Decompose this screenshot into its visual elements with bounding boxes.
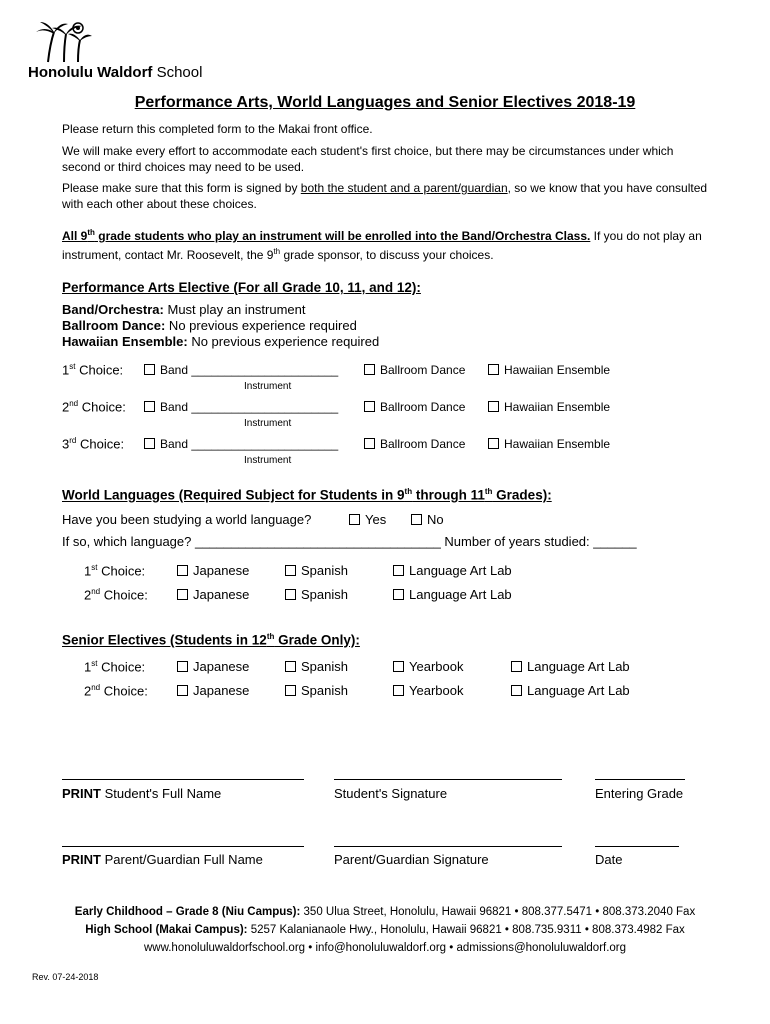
senior-1-japanese[interactable]: Japanese (177, 659, 249, 674)
school-logo (28, 20, 203, 81)
senior-choice-2-label: 2nd Choice: (84, 683, 148, 699)
checkbox[interactable] (144, 401, 155, 412)
yes-option[interactable]: Yes (349, 512, 386, 527)
language-question: Have you been studying a world language? (62, 512, 312, 527)
intro-accommodate: We will make every effort to accommodate each student's first choice, but there may be circumstances under which second or third choices may need to be used. (62, 144, 674, 174)
checkbox[interactable] (144, 438, 155, 449)
perf-choice-2-hawaiian[interactable]: Hawaiian Ensemble (488, 400, 610, 414)
lang-choice-2-label: 2nd Choice: (84, 587, 148, 603)
palm-trees-icon (34, 20, 94, 64)
checkbox[interactable] (144, 364, 155, 375)
lang-1-art-lab[interactable]: Language Art Lab (393, 563, 512, 578)
senior-2-art-lab[interactable]: Language Art Lab (511, 683, 630, 698)
lang-1-spanish[interactable]: Spanish (285, 563, 348, 578)
checkbox[interactable] (177, 685, 188, 696)
footer-niu-campus: Early Childhood – Grade 8 (Niu Campus): 350 Ulua Street, Honolulu, Hawaii 96821 • 808.377.5471 • 808.373.2040 Fax (74, 906, 696, 918)
student-signature-line[interactable] (334, 779, 562, 780)
checkbox[interactable] (364, 401, 375, 412)
perf-choice-2-band[interactable]: Band ______________________ (144, 400, 338, 414)
lang-2-spanish[interactable]: Spanish (285, 587, 348, 602)
checkbox[interactable] (393, 661, 404, 672)
student-name-line[interactable] (62, 779, 304, 780)
senior-2-yearbook[interactable]: Yearbook (393, 683, 463, 698)
footer-contacts: www.honoluluwaldorfschool.org • info@honoluluwaldorf.org • admissions@honoluluwaldorf.org (143, 942, 627, 954)
perf-choice-3-hawaiian[interactable]: Hawaiian Ensemble (488, 437, 610, 451)
parent-signature-caption: Parent/Guardian Signature (334, 852, 489, 867)
checkbox[interactable] (511, 685, 522, 696)
perf-choice-3-label: 3rd Choice: (62, 436, 125, 452)
intro-ninth-grade: All 9th grade students who play an instrument will be enrolled into the Band/Orchestra Class. If you do not play an instrument, contact Mr. Roosevelt, the 9th grade sponsor, to discuss your choices. (62, 228, 702, 262)
instrument-caption: Instrument (244, 455, 292, 466)
req-band: Band/Orchestra: Must play an instrument (62, 302, 306, 317)
senior-2-spanish[interactable]: Spanish (285, 683, 348, 698)
checkbox[interactable] (285, 661, 296, 672)
intro-return: Please return this completed form to the Makai front office. (62, 122, 373, 136)
perf-choice-1-ballroom[interactable]: Ballroom Dance (364, 363, 465, 377)
checkbox[interactable] (393, 589, 404, 600)
checkbox[interactable] (349, 514, 360, 525)
school-name: Honolulu Waldorf School (28, 64, 203, 81)
which-language-field[interactable]: If so, which language? __________________________________ Number of years studied: ______ (62, 534, 637, 549)
perf-choice-2-label: 2nd Choice: (62, 399, 126, 415)
date-line[interactable] (595, 846, 679, 847)
checkbox[interactable] (177, 661, 188, 672)
checkbox[interactable] (411, 514, 422, 525)
checkbox[interactable] (488, 364, 499, 375)
lang-2-japanese[interactable]: Japanese (177, 587, 249, 602)
intro-signed: Please make sure that this form is signed by both the student and a parent/guardian, so we know that you have consulted with each other about these choices. (62, 181, 708, 211)
req-ballroom: Ballroom Dance: No previous experience required (62, 318, 357, 333)
checkbox[interactable] (177, 565, 188, 576)
perf-choice-1-band[interactable]: Band ______________________ (144, 363, 338, 377)
parent-name-line[interactable] (62, 846, 304, 847)
entering-grade-caption: Entering Grade (595, 786, 684, 801)
perf-choice-3-ballroom[interactable]: Ballroom Dance (364, 437, 465, 451)
instrument-caption: Instrument (244, 381, 292, 392)
senior-1-art-lab[interactable]: Language Art Lab (511, 659, 630, 674)
checkbox[interactable] (285, 589, 296, 600)
checkbox[interactable] (364, 438, 375, 449)
form-title: Performance Arts, World Languages and Senior Electives 2018-19 (134, 94, 636, 111)
checkbox[interactable] (393, 565, 404, 576)
perf-choice-1-label: 1st Choice: (62, 362, 124, 378)
senior-1-yearbook[interactable]: Yearbook (393, 659, 463, 674)
lang-2-art-lab[interactable]: Language Art Lab (393, 587, 512, 602)
perf-choice-1-hawaiian[interactable]: Hawaiian Ensemble (488, 363, 610, 377)
checkbox[interactable] (488, 401, 499, 412)
perf-choice-2-ballroom[interactable]: Ballroom Dance (364, 400, 465, 414)
revision-date: Rev. 07-24-2018 (32, 972, 99, 982)
req-hawaiian: Hawaiian Ensemble: No previous experience required (62, 334, 380, 349)
checkbox[interactable] (488, 438, 499, 449)
lang-choice-1-label: 1st Choice: (84, 563, 146, 579)
senior-choice-1-label: 1st Choice: (84, 659, 146, 675)
checkbox[interactable] (285, 685, 296, 696)
footer-makai-campus: High School (Makai Campus): 5257 Kalanianaole Hwy., Honolulu, Hawaii 96821 • 808.735.9311 • 808.373.4982 Fax (85, 924, 685, 936)
senior-heading: Senior Electives (Students in 12th Grade Only): (62, 632, 360, 648)
senior-1-spanish[interactable]: Spanish (285, 659, 348, 674)
checkbox[interactable] (393, 685, 404, 696)
date-caption: Date (595, 852, 623, 867)
checkbox[interactable] (177, 589, 188, 600)
parent-signature-line[interactable] (334, 846, 562, 847)
checkbox[interactable] (511, 661, 522, 672)
performance-heading: Performance Arts Elective (For all Grade 10, 11, and 12): (62, 280, 421, 295)
lang-1-japanese[interactable]: Japanese (177, 563, 249, 578)
checkbox[interactable] (285, 565, 296, 576)
student-signature-caption: Student's Signature (334, 786, 448, 801)
perf-choice-3-band[interactable]: Band ______________________ (144, 437, 338, 451)
no-option[interactable]: No (411, 512, 444, 527)
languages-heading: World Languages (Required Subject for Students in 9th through 11th Grades): (62, 487, 552, 503)
entering-grade-line[interactable] (595, 779, 685, 780)
parent-name-caption: PRINT Parent/Guardian Full Name (62, 852, 263, 867)
senior-2-japanese[interactable]: Japanese (177, 683, 249, 698)
student-name-caption: PRINT Student's Full Name (62, 786, 222, 801)
instrument-caption: Instrument (244, 418, 292, 429)
checkbox[interactable] (364, 364, 375, 375)
